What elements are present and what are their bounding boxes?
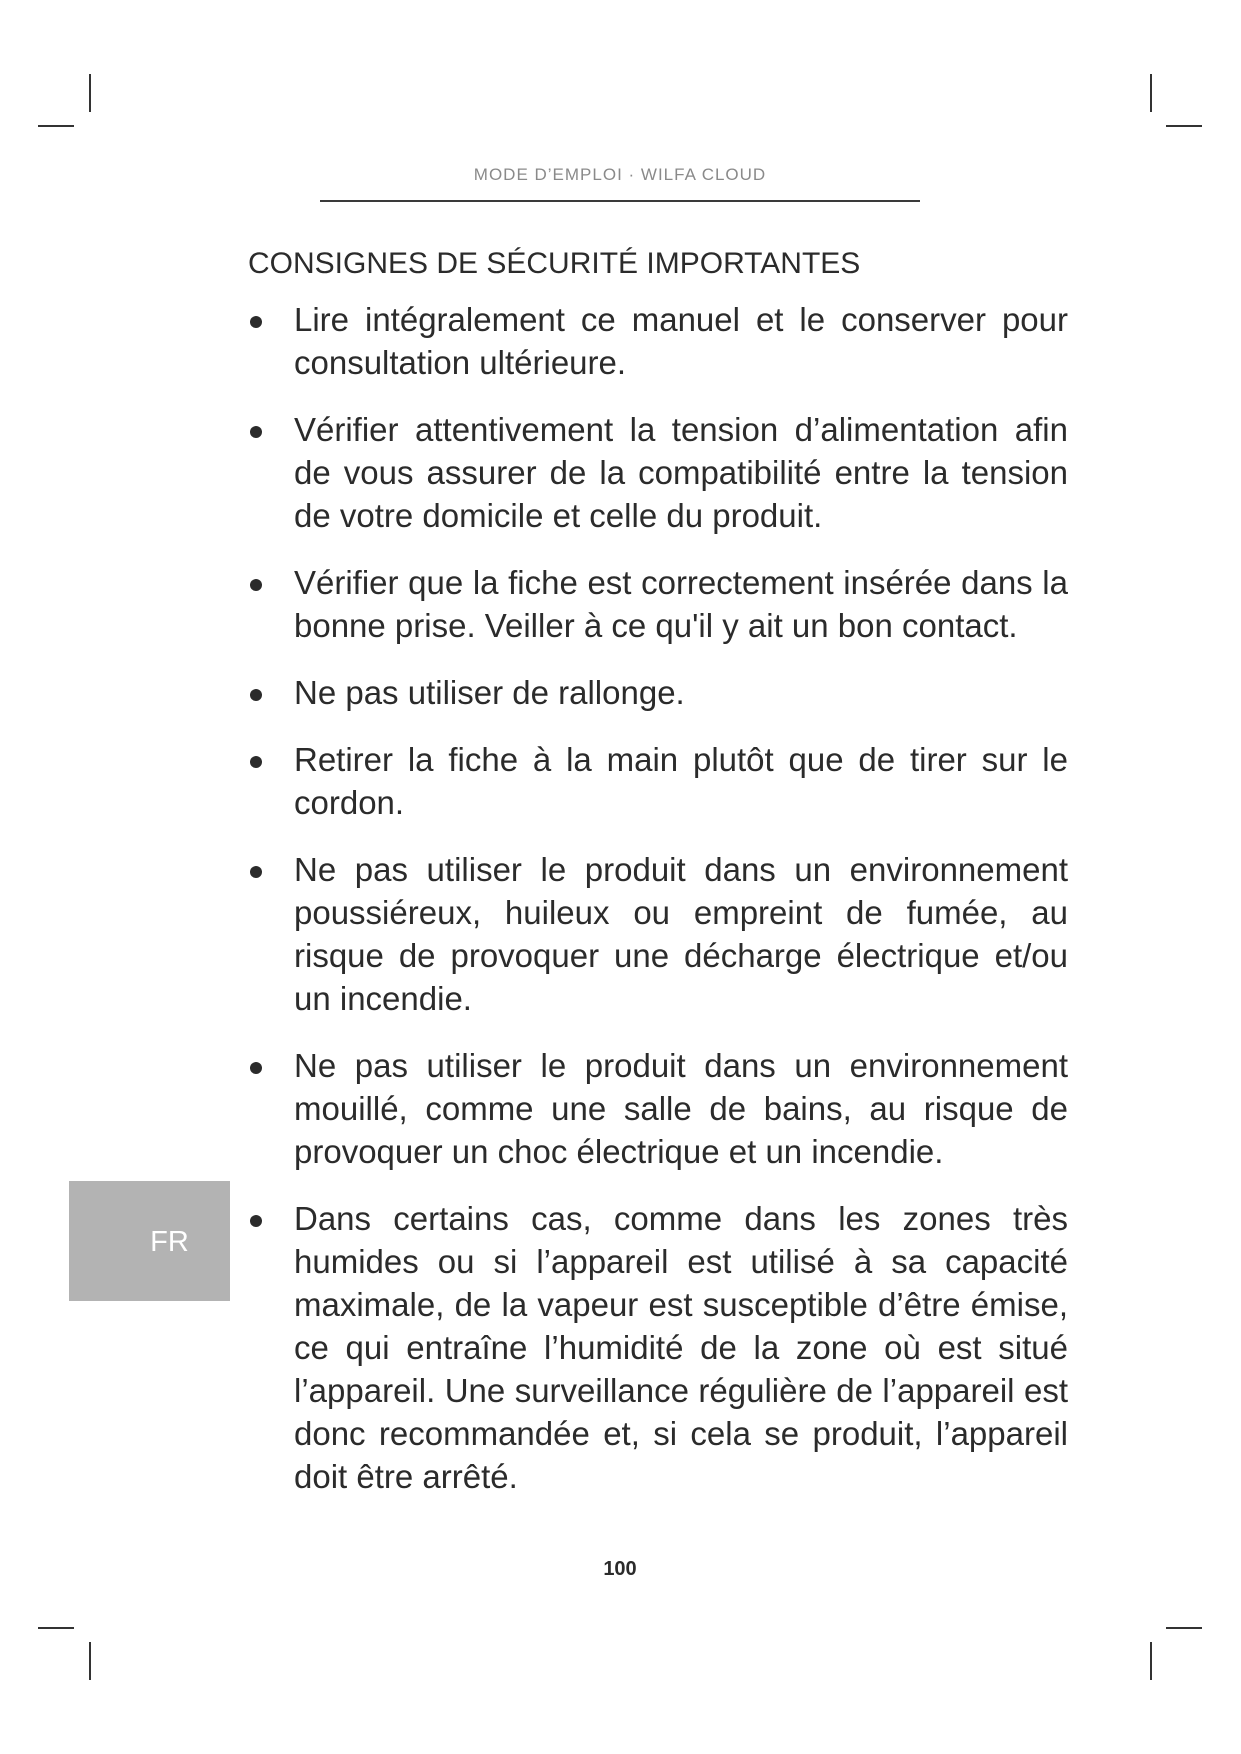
list-item-text: Ne pas utiliser de rallonge. [294, 674, 685, 711]
list-item [248, 561, 1068, 647]
list-item-text: Dans certains cas, comme dans les zones très humides ou si l’appareil est utilisé à sa capacité maximale, de la vapeur est susceptible d’être émise, ce qui entraîne l’humidité de la zone où est situé l’appareil. Une surveillance régulière de l’appareil est donc recommandée et, si cela se produit, l’appareil doit être arrêté. [294, 1200, 1068, 1495]
crop-mark-top-left-vertical [89, 74, 91, 112]
bullet-icon [250, 316, 262, 328]
bullet-icon [250, 579, 262, 591]
list-item-text: Vérifier attentivement la tension d’alimentation afin de vous assurer de la compatibilité entre la tension de votre domicile et celle du produit. [294, 411, 1068, 534]
list-item-text: Vérifier que la fiche est correctement insérée dans la bonne prise. Veiller à ce qu'il y ait un bon contact. [294, 564, 1068, 644]
bullet-icon [250, 426, 262, 438]
bullet-icon [250, 756, 262, 768]
list-item [248, 408, 1068, 537]
bullet-icon [250, 1215, 262, 1227]
list-item-text: Ne pas utiliser le produit dans un environnement poussiéreux, huileux ou empreint de fumée, au risque de provoquer une décharge électrique et/ou un incendie. [294, 851, 1068, 1017]
section-title: CONSIGNES DE SÉCURITÉ IMPORTANTES [248, 247, 861, 280]
bullet-icon [250, 689, 262, 701]
list-item [248, 1044, 1068, 1173]
crop-mark-bottom-left-horizontal [38, 1627, 74, 1629]
bullet-icon [250, 1062, 262, 1074]
list-item [248, 848, 1068, 1020]
crop-mark-top-right-horizontal [1166, 125, 1202, 127]
crop-mark-bottom-right-vertical [1150, 1642, 1152, 1680]
crop-mark-bottom-left-vertical [89, 1642, 91, 1680]
crop-mark-top-right-vertical [1150, 74, 1152, 112]
language-tab [69, 1181, 230, 1301]
header-divider [320, 200, 920, 202]
page-number: 100 [603, 1558, 637, 1580]
running-header: MODE D’EMPLOI · WILFA CLOUD [473, 165, 767, 184]
list-item [248, 738, 1068, 824]
list-item [248, 671, 1068, 714]
list-item-text: Ne pas utiliser le produit dans un environnement mouillé, comme une salle de bains, au risque de provoquer un choc électrique et un incendie. [294, 1047, 1068, 1170]
language-tab-label: FR [150, 1226, 189, 1258]
list-item [248, 1197, 1068, 1498]
list-item-text: Retirer la fiche à la main plutôt que de tirer sur le cordon. [294, 741, 1068, 821]
crop-mark-bottom-right-horizontal [1166, 1627, 1202, 1629]
crop-mark-top-left-horizontal [38, 125, 74, 127]
bullet-icon [250, 866, 262, 878]
list-item [248, 298, 1068, 384]
safety-instructions-list [248, 298, 1068, 1522]
list-item-text: Lire intégralement ce manuel et le conserver pour consultation ultérieure. [294, 301, 1068, 381]
